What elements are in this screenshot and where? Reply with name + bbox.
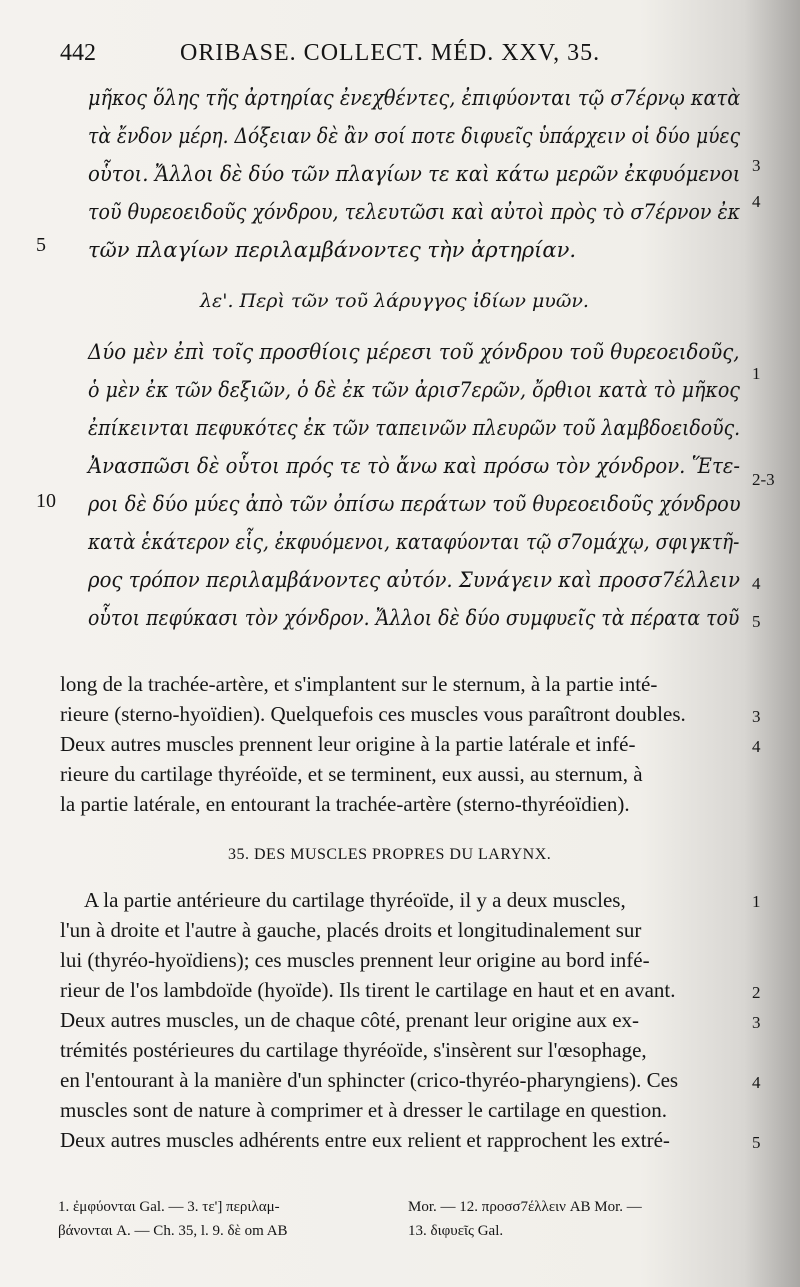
greek-line: τῶν πλαγίων περιλαμβάνοντες τὴν ἀρτηρίαν. [88, 238, 577, 262]
margin-number: 4 [752, 737, 761, 756]
french-line: rieure (sterno-hyoïdien). Quelquefois ces muscles vous paraîtront doubles. [60, 702, 686, 726]
french-line: Deux autres muscles adhérents entre eux relient et rapprochent les extré- [60, 1128, 670, 1152]
page-header [60, 40, 700, 76]
margin-number: 5 [752, 612, 761, 631]
margin-number: 2-3 [752, 470, 775, 489]
greek-line: ἐπίκεινται πεφυκότες ἐκ τῶν ταπεινῶν πλευρῶν τοῦ λαμβδοειδοῦς. [88, 416, 741, 440]
french-line: l'un à droite et l'autre à gauche, placés droits et longitudinalement sur [60, 918, 642, 942]
greek-line: οὗτοι πεφύκασι τὸν χόνδρον. Ἄλλοι δὲ δύο συμφυεῖς τὰ πέρατα τοῦ [88, 606, 740, 630]
margin-number: 1 [752, 364, 761, 383]
french-line: A la partie antérieure du cartilage thyréoïde, il y a deux muscles, [84, 888, 626, 912]
french-line: la partie latérale, en entourant la trachée-artère (sterno-thyréoïdien). [60, 792, 630, 816]
greek-line: ὁ μὲν ἐκ τῶν δεξιῶν, ὁ δὲ ἐκ τῶν ἀρισ7ερῶν, ὄρθιοι κατὰ τὸ μῆκος [88, 378, 740, 402]
running-title: ORIBASE. COLLECT. MÉD. XXV, 35. [180, 40, 601, 66]
french-line: trémités postérieures du cartilage thyréoïde, s'insèrent sur l'œsophage, [60, 1038, 647, 1062]
french-line: en l'entourant à la manière d'un sphincter (crico-thyréo-pharyngiens). Ces [60, 1068, 679, 1092]
margin-number: 3 [752, 1013, 761, 1032]
french-line: lui (thyréo-hyoïdiens); ces muscles prennent leur origine au bord infé- [60, 948, 650, 972]
greek-line: τὰ ἔνδον μέρη. Δόξειαν δὲ ἂν σοί ποτε διφυεῖς ὑπάρχειν οἱ δύο μύες [88, 124, 741, 148]
margin-number: 4 [752, 574, 761, 593]
margin-number: 3 [752, 156, 761, 175]
greek-line: ρος τρόπον περιλαμβάνοντες αὐτόν. Συνάγειν καὶ προσσ7έλλειν [88, 568, 740, 592]
footnote-line: βάνονται A. — Ch. 35, l. 9. δὲ om AB [58, 1223, 288, 1239]
margin-number: 5 [752, 1133, 761, 1152]
left-line-number: 10 [36, 490, 56, 512]
footnote-line: Mor. — 12. προσσ7έλλειν AB Mor. — [408, 1199, 642, 1215]
margin-number: 4 [752, 192, 761, 211]
french-line: muscles sont de nature à comprimer et à dresser le cartilage en question. [60, 1098, 668, 1122]
greek-line: Ἀνασπῶσι δὲ οὗτοι πρός τε τὸ ἄνω καὶ πρόσω τὸν χόνδρον. Ἕτε- [88, 454, 741, 478]
greek-section-title: λε'. Περὶ τῶν τοῦ λάρυγγος ἰδίων μυῶν. [200, 290, 589, 312]
page-number: 442 [60, 40, 96, 66]
left-line-number: 5 [36, 234, 46, 256]
greek-line: Δύο μὲν ἐπὶ τοῖς προσθίοις μέρεσι τοῦ χόνδρου τοῦ θυρεοειδοῦς, [88, 340, 740, 364]
margin-number: 2 [752, 983, 761, 1002]
french-line: long de la trachée-artère, et s'implantent sur le sternum, à la partie inté- [60, 672, 658, 696]
footnotes-left-column [58, 1195, 398, 1243]
footnotes-right-column [408, 1195, 758, 1243]
footnote-line: 13. διφυεῖς Gal. [408, 1223, 504, 1239]
margin-number: 4 [752, 1073, 761, 1092]
greek-line: μῆκος ὅλης τῆς ἀρτηρίας ἐνεχθέντες, ἐπιφύονται τῷ σ7έρνῳ κατὰ [88, 86, 741, 110]
french-section-title: 35. DES MUSCLES PROPRES DU LARYNX. [228, 846, 552, 863]
french-line: rieur de l'os lambdoïde (hyoïde). Ils tirent le cartilage en haut et en avant. [60, 978, 676, 1002]
french-line: Deux autres muscles, un de chaque côté, prenant leur origine aux ex- [60, 1008, 640, 1032]
greek-line: τοῦ θυρεοειδοῦς χόνδρου, τελευτῶσι καὶ αὐτοὶ πρὸς τὸ σ7έρνον ἐκ [88, 200, 741, 224]
greek-line: κατὰ ἑκάτερον εἷς, ἐκφυόμενοι, καταφύονται τῷ σ7ομάχῳ, σφιγκτῆ- [88, 530, 740, 554]
footnote-line: 1. ἐμφύονται Gal. — 3. τε'] περιλαμ- [58, 1199, 280, 1215]
greek-line: οὗτοι. Ἄλλοι δὲ δύο τῶν πλαγίων τε καὶ κάτω μερῶν ἐκφυόμενοι [88, 162, 741, 186]
french-line: rieure du cartilage thyréoïde, et se terminent, eux aussi, au sternum, à [60, 762, 643, 786]
margin-number: 1 [752, 892, 761, 911]
greek-line: ροι δὲ δύο μύες ἀπὸ τῶν ὀπίσω περάτων τοῦ θυρεοειδοῦς χόνδρου [88, 492, 741, 516]
margin-number: 3 [752, 707, 761, 726]
french-line: Deux autres muscles prennent leur origine à la partie latérale et infé- [60, 732, 636, 756]
